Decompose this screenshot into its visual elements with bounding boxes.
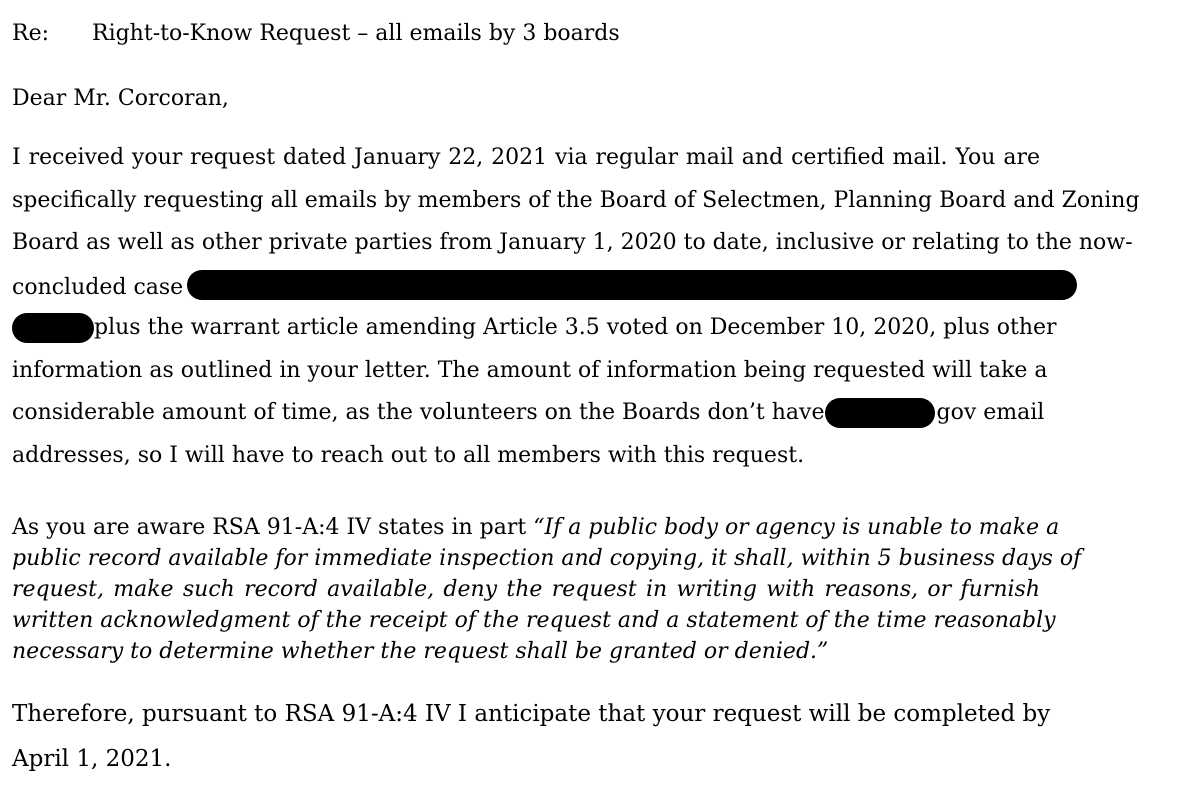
quote-line1: “If a public body or agency is unable to make a [533,515,1060,540]
paragraph3-line2: April 1, 2021. [12,746,172,772]
paragraph1-line3: Board as well as other private parties from January 1, 2020 to date, inclusive or relating to the now- [12,230,1133,255]
paragraph1-line2: specifically requesting all emails by members of the Board of Selectmen, Planning Board and Zoning [12,188,1140,213]
paragraph1-line5 [12,313,1057,343]
paragraph1-line4-text: concluded case [12,275,184,300]
quote-line5: necessary to determine whether the request shall be granted or denied.” [12,639,829,664]
subject-line [12,19,620,49]
re-label: Re: [12,21,49,46]
paragraph1-line7-text: considerable amount of time, as the volunteers on the Boards don’t have [12,400,825,425]
subject-text: Right-to-Know Request – all emails by 3 boards [92,21,620,46]
paragraph1-line7 [12,398,1045,428]
redaction-block [12,313,94,343]
paragraph1-line6: information as outlined in your letter. The amount of information being requested will take a [12,358,1048,383]
redaction-block [825,398,935,428]
paragraph3-line1: Therefore, pursuant to RSA 91-A:4 IV I anticipate that your request will be completed by [12,701,1051,727]
paragraph2-line1 [12,513,1060,543]
salutation: Dear Mr. Corcoran, [12,86,229,111]
quote-line3: request, make such record available, deny the request in writing with reasons, or furnish [12,577,1040,602]
paragraph1-line8: addresses, so I will have to reach out to all members with this request. [12,443,805,468]
redaction-block [187,270,1077,300]
quote-line2: public record available for immediate inspection and copying, it shall, within 5 business days of [12,546,1082,571]
paragraph1-line4 [12,270,1077,303]
paragraph1-line5-text: plus the warrant article amending Article 3.5 voted on December 10, 2020, plus other [94,315,1057,340]
paragraph1-line7-tail: gov email [936,400,1045,425]
paragraph1-line1: I received your request dated January 22, 2021 via regular mail and certified mail. You are [12,145,1040,170]
paragraph2-intro: As you are aware RSA 91-A:4 IV states in part [12,515,534,540]
quote-line4: written acknowledgment of the receipt of the request and a statement of the time reasonably [12,608,1056,633]
